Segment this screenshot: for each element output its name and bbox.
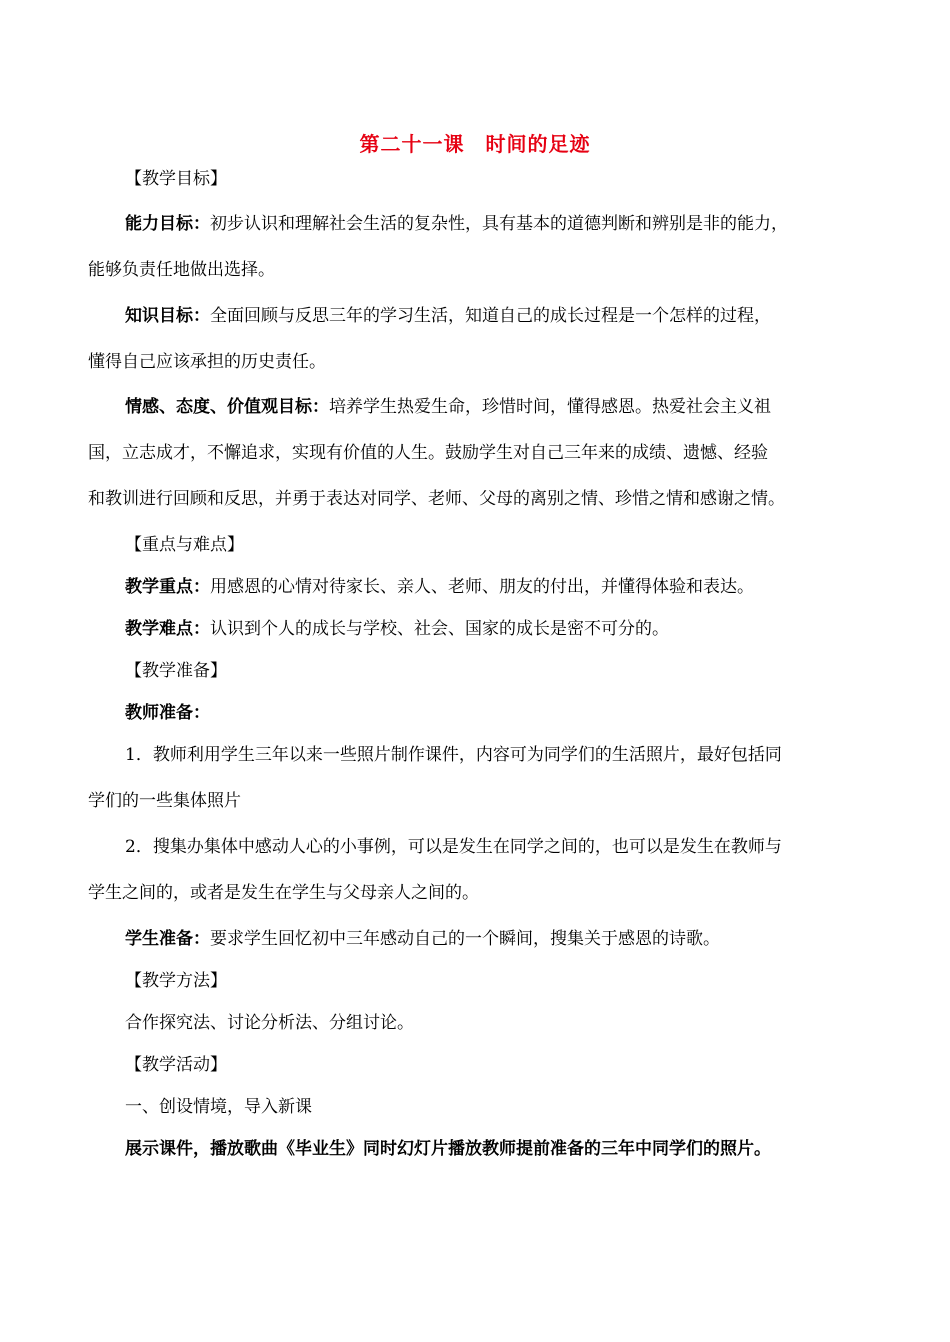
ability-goal-line	[125, 211, 878, 237]
key-point-text: 用感恩的心情对待家长、亲人、老师、朋友的付出，并懂得体验和表达。	[210, 577, 754, 597]
ability-goal-label: 能力目标：	[125, 214, 210, 234]
student-prep-label: 学生准备：	[125, 929, 210, 949]
method-header: 【教学方法】	[125, 971, 227, 991]
key-point-label: 教学重点：	[125, 577, 210, 597]
knowledge-goal-text: 全面回顾与反思三年的学习生活，知道自己的成长过程是一个怎样的过程，	[210, 306, 771, 326]
emotion-goal-line	[125, 394, 878, 420]
prep-item-1: 1．教师利用学生三年以来一些照片制作课件，内容可为同学们的生活照片，最好包括同	[125, 745, 782, 765]
key-difficulty-header: 【重点与难点】	[125, 535, 244, 555]
activity-step-1: 一、创设情境，导入新课	[125, 1097, 312, 1117]
activity-step-1-detail: 展示课件，播放歌曲《毕业生》同时幻灯片播放教师提前准备的三年中同学们的照片。	[125, 1139, 771, 1159]
prep-item-2: 2．搜集办集体中感动人心的小事例，可以是发生在同学之间的，也可以是发生在教师与	[125, 837, 782, 857]
knowledge-goal-line	[125, 303, 878, 329]
activity-header: 【教学活动】	[125, 1055, 227, 1075]
page-title: 第二十一课 时间的足迹	[359, 132, 591, 156]
teacher-prep-label: 教师准备：	[125, 703, 210, 723]
emotion-goal-continuation-1: 国，立志成才，不懈追求，实现有价值的人生。鼓励学生对自己三年来的成绩、遗憾、经验	[88, 443, 768, 463]
student-prep-text: 要求学生回忆初中三年感动自己的一个瞬间，搜集关于感恩的诗歌。	[210, 929, 720, 949]
difficulty-line	[125, 616, 878, 642]
goals-header: 【教学目标】	[125, 169, 227, 189]
prep-item-1-continuation: 学们的一些集体照片	[88, 791, 241, 811]
prep-item-2-continuation: 学生之间的，或者是发生在学生与父母亲人之间的。	[88, 883, 479, 903]
ability-goal-text: 初步认识和理解社会生活的复杂性，具有基本的道德判断和辨别是非的能力，	[210, 214, 788, 234]
key-point-line	[125, 574, 878, 600]
knowledge-goal-label: 知识目标：	[125, 306, 210, 326]
student-prep-line	[125, 926, 878, 952]
difficulty-text: 认识到个人的成长与学校、社会、国家的成长是密不可分的。	[210, 619, 669, 639]
ability-goal-continuation: 能够负责任地做出选择。	[88, 260, 275, 280]
method-text: 合作探究法、讨论分析法、分组讨论。	[125, 1013, 414, 1033]
emotion-goal-text: 培养学生热爱生命，珍惜时间，懂得感恩。热爱社会主义祖	[329, 397, 771, 417]
knowledge-goal-continuation: 懂得自己应该承担的历史责任。	[88, 352, 326, 372]
prep-header: 【教学准备】	[125, 661, 227, 681]
emotion-goal-continuation-2: 和教训进行回顾和反思，并勇于表达对同学、老师、父母的离别之情、珍惜之情和感谢之情。	[88, 489, 785, 509]
difficulty-label: 教学难点：	[125, 619, 210, 639]
emotion-goal-label: 情感、态度、价值观目标：	[125, 397, 329, 417]
